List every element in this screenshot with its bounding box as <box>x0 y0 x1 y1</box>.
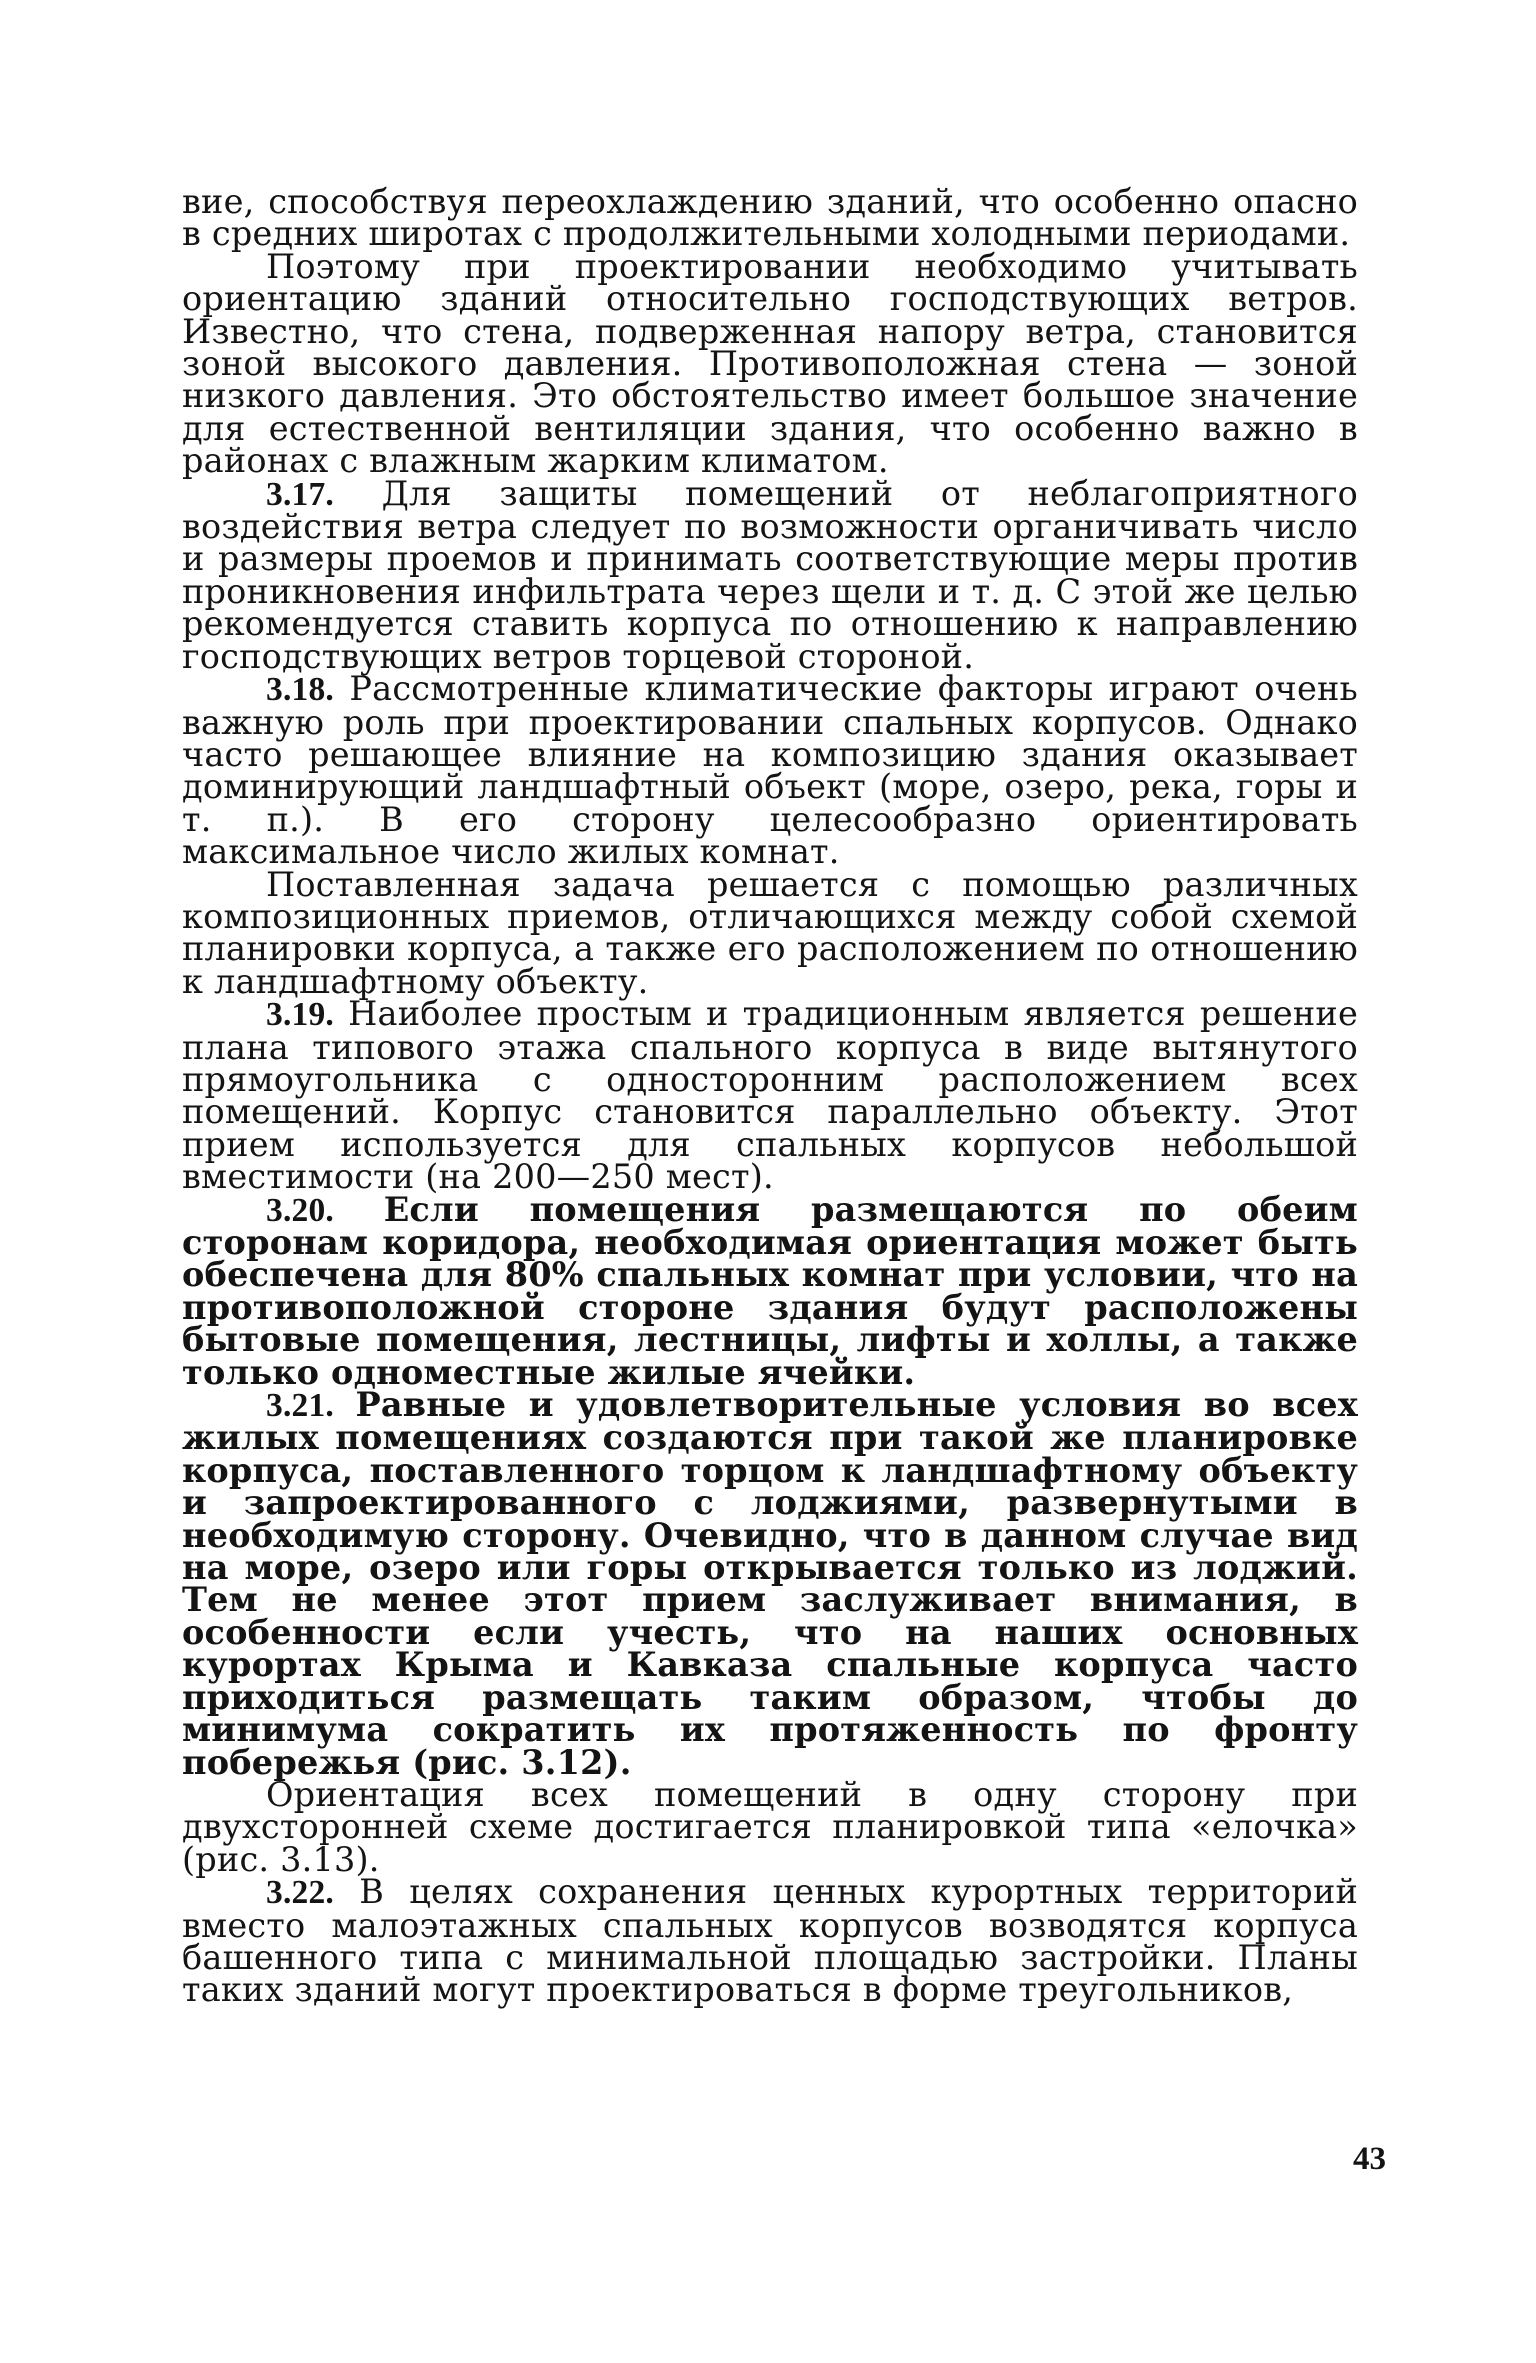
paragraph-3-20 <box>182 1189 1358 1392</box>
body-text <box>182 182 1359 2010</box>
section-number: 3.20. <box>266 1191 334 1229</box>
paragraph-text: Наиболее простым и традиционным является решение плана типового этажа спального корпуса в виде вытянутого прямоугольника с односторонним расположением всех помещений. Корпус становится параллельно объекту. Этот прием используется для спальных корпусов небольшой вместимости (на 200—250 мест). <box>182 994 1358 1197</box>
paragraph-text: Для защиты помещений от неблагоприятного воздействия ветра следует по возможности органичивать число и размеры проемов и принимать соответствующие меры против проникновения инфильтрата через щели и т. д. С этой же целью рекомендуется ставить корпуса по отношению к направлению господствующих ветров торцевой стороной. <box>182 473 1358 676</box>
section-number: 3.19. <box>266 996 334 1034</box>
paragraph-text: Если помещения размещаются по обеим сторонам коридора, необходимая ориентация может быть обеспечена для 80% спальных комнат при условии, что на противоположной стороне здания будут расположены бытовые помещения, лестницы, лифты и холлы, а также только одноместные жилые ячейки. <box>182 1189 1358 1392</box>
paragraph-text: Поэтому при проектировании необходимо учитывать ориентацию зданий относительно господствующих ветров. Известно, что стена, подверженная напору ветра, становится зоной высокого давления. Противоположная стена — зоной низкого давления. Это обстоятельство имеет большое значение для естественной вентиляции здания, что особенно важно в районах с влажным жарким климатом. <box>182 246 1358 481</box>
paragraph-text: Равные и удовлетворительные условия во всех жилых помещениях создаются при такой же планировке корпуса, поставленного торцом к ландшафтному объекту и запроектированного с лоджиями, развернутыми в необходимую сторону. Очевидно, что в данном случае вид на море, озеро или горы открывается только из лоджий. Тем не менее этот прием заслуживает внимания, в особенности если учесть, что на наших основных курортах Крыма и Кавказа спальные корпуса часто приходиться размещать таким образом, чтобы до минимума сократить их протяженность по фронту побережья (рис. 3.12). <box>182 1385 1358 1782</box>
paragraph-task <box>182 864 1358 1001</box>
section-number: 3.17. <box>266 475 334 513</box>
section-number: 3.21. <box>266 1387 334 1425</box>
paragraph-text: Рассмотренные климатические факторы играют очень важную роль при проектировании спальных корпусов. Однако часто решающее влияние на композицию здания оказывает доминирующий ландшафтный объект (море, озеро, река, горы и т. п.). В его сторону целесообразно ориентировать максимальное число жилых комнат. <box>182 669 1358 872</box>
paragraph-3-19 <box>182 994 1358 1197</box>
paragraph-text: Поставленная задача решается с помощью различных композиционных приемов, отличающихся между собой схемой планировки корпуса, а также его расположением по отношению к ландшафтному объекту. <box>182 864 1358 1001</box>
paragraph-3-21 <box>182 1385 1358 1782</box>
paragraph-text: Ориентация всех помещений в одну сторону при двухсторонней схеме достигается планировкой типа «елочка» (рис. 3.13). <box>182 1774 1358 1879</box>
paragraph-text: В целях сохранения ценных курортных территорий вместо малоэтажных спальных корпусов возводятся корпуса башенного типа с минимальной площадью застройки. Планы таких зданий могут проектироваться в форме треугольников, <box>182 1872 1359 2010</box>
paragraph-continuation <box>182 182 1358 254</box>
paragraph-text: вие, способствуя переохлаждению зданий, что особенно опасно в средних широтах с продолжительными холодными периодами. <box>182 182 1358 254</box>
section-number: 3.18. <box>266 671 334 709</box>
page-number: 43 <box>1353 2141 1386 2177</box>
paragraph-3-18 <box>182 669 1358 872</box>
paragraph-3-17 <box>182 473 1358 676</box>
paragraph-herringbone <box>182 1774 1358 1879</box>
section-number: 3.22. <box>266 1874 334 1912</box>
paragraph-orientation <box>182 246 1358 481</box>
paragraph-3-22 <box>182 1872 1359 2010</box>
